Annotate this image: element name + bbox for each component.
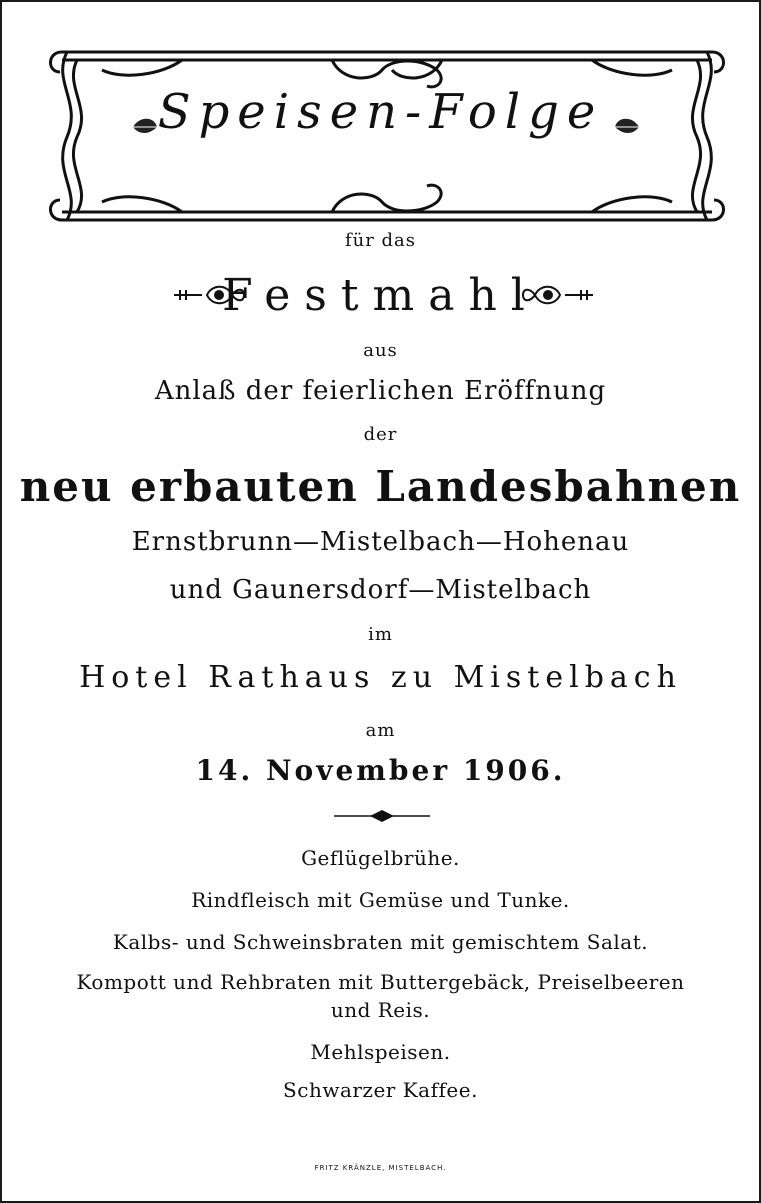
der-text: der: [363, 424, 398, 445]
menu-item: Mehlspeisen.: [310, 1040, 451, 1064]
menu-item: und Reis.: [330, 998, 431, 1022]
am-text: am: [365, 720, 396, 741]
aus-text: aus: [363, 340, 398, 361]
festmahl-heading: Festmahl: [222, 270, 539, 321]
menu-item: Geflügelbrühe.: [301, 846, 460, 870]
printer-imprint: FRITZ KRÄNZLE, MISTELBACH.: [314, 1164, 447, 1172]
route-line-2: und Gaunersdorf—Mistelbach: [169, 575, 592, 605]
menu-item: Kalbs- und Schweinsbraten mit gemischtem Salat.: [112, 930, 649, 954]
venue-text: Hotel Rathaus zu Mistelbach: [79, 660, 682, 695]
event-date: 14. November 1906.: [195, 754, 566, 787]
page-title: Speisen-Folge: [157, 84, 604, 140]
im-text: im: [368, 624, 393, 645]
divider-ornament: [332, 808, 432, 824]
ornament-icon: [520, 282, 595, 308]
fuer-das-text: für das: [344, 230, 417, 251]
menu-item: Kompott und Rehbraten mit Buttergebäck, Preiselbeeren: [76, 970, 685, 994]
landesbahnen-heading: neu erbauten Landesbahnen: [19, 462, 742, 511]
menu-item: Schwarzer Kaffee.: [283, 1078, 478, 1102]
route-line-1: Ernstbrunn—Mistelbach—Hohenau: [131, 527, 630, 557]
menu-item: Rindfleisch mit Gemüse und Tunke.: [191, 888, 570, 912]
anlass-text: Anlaß der feierlichen Eröffnung: [154, 376, 607, 406]
